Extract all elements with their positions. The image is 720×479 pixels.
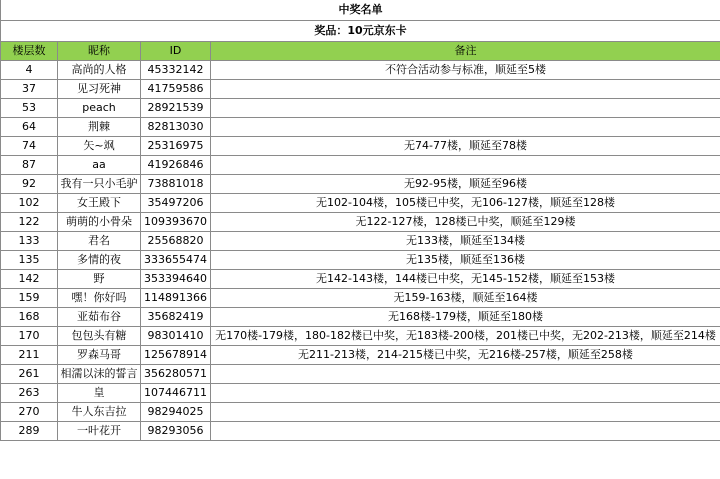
table-row (1, 99, 720, 118)
cell-floor: 170 (1, 327, 58, 346)
table-row (1, 289, 720, 308)
table-row (1, 232, 720, 251)
cell-id: 98293056 (141, 422, 211, 441)
cell-id: 82813030 (141, 118, 211, 137)
cell-id: 333655474 (141, 251, 211, 270)
cell-floor: 211 (1, 346, 58, 365)
cell-id: 353394640 (141, 270, 211, 289)
cell-nickname: 我有一只小毛驴 (58, 175, 141, 194)
cell-nickname: 荆棘 (58, 118, 141, 137)
table-row (1, 80, 720, 99)
cell-remark: 无159-163楼，顺延至164楼 (211, 289, 720, 308)
cell-nickname: 一叶花开 (58, 422, 141, 441)
cell-nickname: 相濡以沫的誓言 (58, 365, 141, 384)
cell-id: 25568820 (141, 232, 211, 251)
table-row (1, 156, 720, 175)
table-row (1, 346, 720, 365)
cell-floor: 74 (1, 137, 58, 156)
cell-id: 41926846 (141, 156, 211, 175)
header-id: ID (141, 42, 211, 61)
cell-remark: 无170楼-179楼，180-182楼已中奖，无183楼-200楼，201楼已中奖，无202-213楼，顺延至214楼 (211, 327, 720, 346)
cell-nickname: 女王殿下 (58, 194, 141, 213)
cell-id: 125678914 (141, 346, 211, 365)
cell-floor: 102 (1, 194, 58, 213)
cell-floor: 261 (1, 365, 58, 384)
cell-remark: 无135楼，顺延至136楼 (211, 251, 720, 270)
cell-remark: 无92-95楼，顺延至96楼 (211, 175, 720, 194)
cell-nickname: aa (58, 156, 141, 175)
cell-remark (211, 156, 720, 175)
cell-remark: 无142-143楼，144楼已中奖，无145-152楼，顺延至153楼 (211, 270, 720, 289)
table-row (1, 61, 720, 80)
cell-id: 73881018 (141, 175, 211, 194)
cell-id: 35497206 (141, 194, 211, 213)
cell-nickname: 多情的夜 (58, 251, 141, 270)
prize-label: 奖品：10元京东卡 (1, 21, 720, 42)
table-row (1, 422, 720, 441)
cell-floor: 133 (1, 232, 58, 251)
cell-nickname: 牛人东吉拉 (58, 403, 141, 422)
cell-nickname: 皇 (58, 384, 141, 403)
cell-id: 35682419 (141, 308, 211, 327)
cell-remark: 无74-77楼，顺延至78楼 (211, 137, 720, 156)
prize-row (1, 21, 720, 42)
cell-id: 25316975 (141, 137, 211, 156)
cell-floor: 4 (1, 61, 58, 80)
cell-nickname: 萌萌的小骨朵 (58, 213, 141, 232)
table-row (1, 194, 720, 213)
table-row (1, 251, 720, 270)
header-row (1, 42, 720, 61)
table-row (1, 308, 720, 327)
table-row (1, 327, 720, 346)
cell-nickname: 包包头有糖 (58, 327, 141, 346)
cell-id: 109393670 (141, 213, 211, 232)
cell-id: 98294025 (141, 403, 211, 422)
table-row (1, 403, 720, 422)
cell-floor: 135 (1, 251, 58, 270)
cell-id: 114891366 (141, 289, 211, 308)
cell-floor: 142 (1, 270, 58, 289)
cell-floor: 87 (1, 156, 58, 175)
cell-nickname: 见习死神 (58, 80, 141, 99)
cell-floor: 92 (1, 175, 58, 194)
cell-remark: 无168楼-179楼，顺延至180楼 (211, 308, 720, 327)
cell-floor: 64 (1, 118, 58, 137)
cell-id: 28921539 (141, 99, 211, 118)
cell-floor: 270 (1, 403, 58, 422)
cell-remark (211, 80, 720, 99)
table-row (1, 365, 720, 384)
cell-floor: 37 (1, 80, 58, 99)
cell-nickname: 高尚的人格 (58, 61, 141, 80)
cell-nickname: 嘿！你好吗 (58, 289, 141, 308)
cell-id: 41759586 (141, 80, 211, 99)
cell-remark: 无133楼，顺延至134楼 (211, 232, 720, 251)
table-row (1, 213, 720, 232)
table-row (1, 118, 720, 137)
table-row (1, 175, 720, 194)
cell-id: 356280571 (141, 365, 211, 384)
table-row (1, 270, 720, 289)
cell-remark: 无211-213楼，214-215楼已中奖，无216楼-257楼，顺延至258楼 (211, 346, 720, 365)
sheet-title: 中奖名单 (1, 0, 720, 21)
table-row (1, 137, 720, 156)
header-floor: 楼层数 (1, 42, 58, 61)
cell-nickname: 君名 (58, 232, 141, 251)
cell-id: 45332142 (141, 61, 211, 80)
cell-remark (211, 403, 720, 422)
cell-remark (211, 422, 720, 441)
header-remark: 备注 (211, 42, 720, 61)
cell-nickname: 亚茹布谷 (58, 308, 141, 327)
cell-nickname: 野 (58, 270, 141, 289)
cell-remark: 不符合活动参与标准，顺延至5楼 (211, 61, 720, 80)
cell-nickname: 罗森马哥 (58, 346, 141, 365)
cell-remark (211, 384, 720, 403)
cell-remark (211, 99, 720, 118)
cell-floor: 53 (1, 99, 58, 118)
cell-nickname: 矢~飒 (58, 137, 141, 156)
cell-nickname: peach (58, 99, 141, 118)
cell-id: 107446711 (141, 384, 211, 403)
cell-floor: 263 (1, 384, 58, 403)
cell-floor: 122 (1, 213, 58, 232)
cell-remark: 无102-104楼，105楼已中奖，无106-127楼，顺延至128楼 (211, 194, 720, 213)
header-nickname: 昵称 (58, 42, 141, 61)
cell-floor: 289 (1, 422, 58, 441)
cell-remark (211, 365, 720, 384)
cell-floor: 168 (1, 308, 58, 327)
cell-remark: 无122-127楼，128楼已中奖，顺延至129楼 (211, 213, 720, 232)
cell-floor: 159 (1, 289, 58, 308)
cell-remark (211, 118, 720, 137)
table-row (1, 384, 720, 403)
title-row (1, 0, 720, 21)
cell-id: 98301410 (141, 327, 211, 346)
